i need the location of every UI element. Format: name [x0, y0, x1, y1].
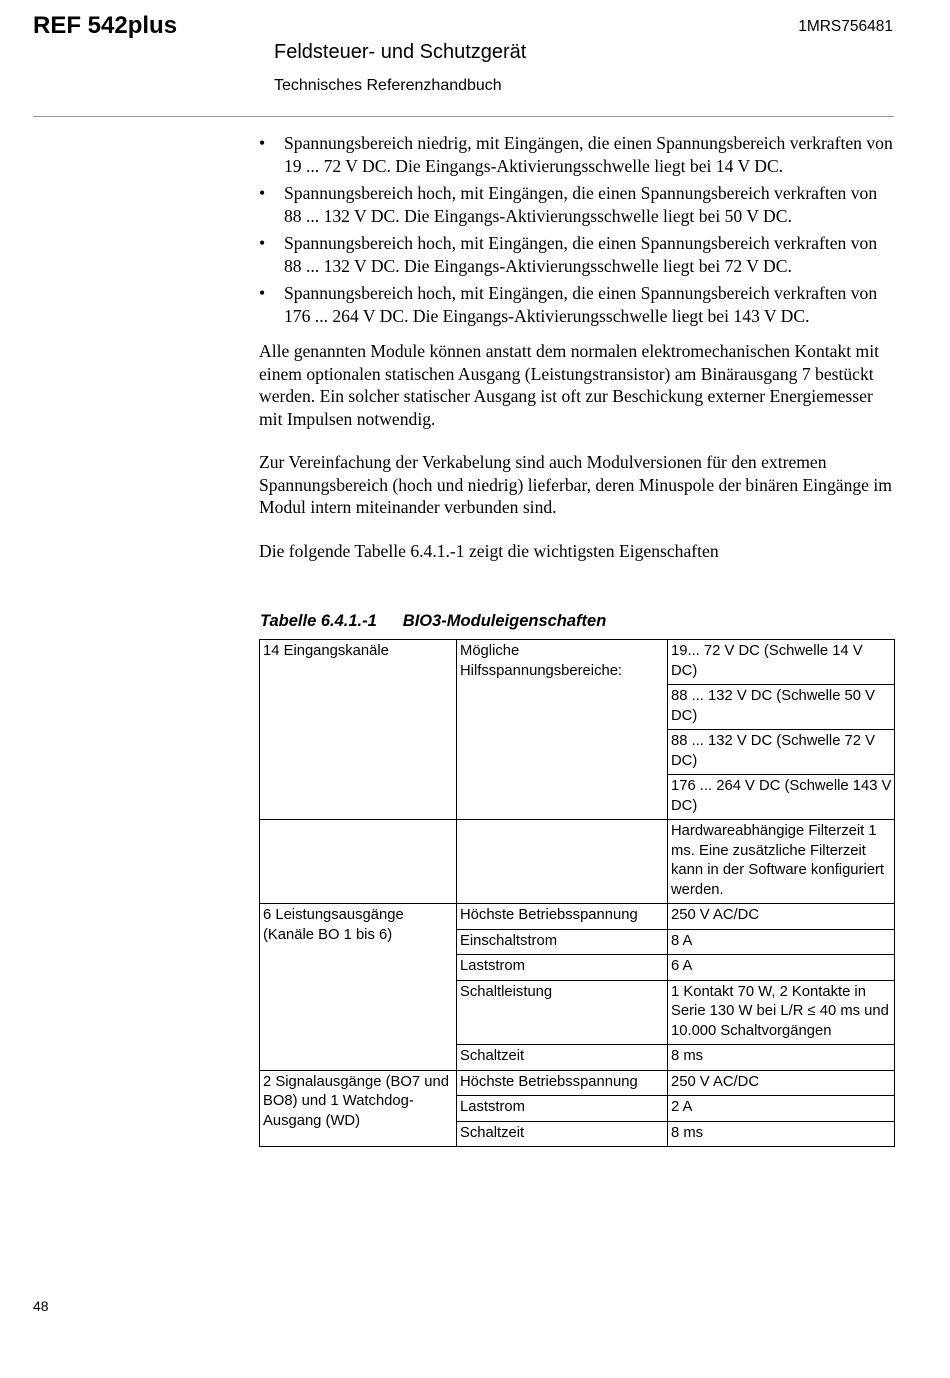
voltage-range-list	[259, 132, 897, 327]
bullet-icon: •	[259, 183, 266, 203]
table-cell: Laststrom	[457, 1096, 668, 1122]
list-item-text: Spannungsbereich hoch, mit Eingängen, die einen Spannungsbereich verkraften von 88 ... 132 V DC. Die Eingangs-Aktivierungsschwelle liegt bei 50 V DC.	[284, 183, 878, 226]
document-id: 1MRS756481	[798, 18, 893, 35]
table-cell-empty	[260, 820, 457, 904]
table-cell: 6 Leistungsausgänge (Kanäle BO 1 bis 6)	[260, 904, 457, 1071]
paragraph-wiring: Zur Vereinfachung der Verkabelung sind auch Modulversionen für den extremen Spannungsbereich (hoch und niedrig) lieferbar, deren Minuspole der binären Eingänge im Modul intern miteinander verbunden sind.	[259, 452, 892, 517]
table-row	[260, 820, 895, 904]
list-item-text: Spannungsbereich hoch, mit Eingängen, die einen Spannungsbereich verkraften von 176 ... 264 V DC. Die Eingangs-Aktivierungsschwelle liegt bei 143 V DC.	[284, 283, 878, 326]
table-row	[260, 904, 895, 930]
table-cell: 1 Kontakt 70 W, 2 Kontakte in Serie 130 W bei L/R ≤ 40 ms und 10.000 Schaltvorgängen	[668, 980, 895, 1045]
table-cell: 176 ... 264 V DC (Schwelle 143 V DC)	[668, 775, 895, 820]
bullet-icon: •	[259, 133, 266, 153]
list-item	[259, 232, 897, 277]
manual-title: Technisches Referenzhandbuch	[274, 77, 502, 94]
table-cell: Hardwareabhängige Filterzeit 1 ms. Eine zusätzliche Filterzeit kann in der Software konfiguriert werden.	[668, 820, 895, 904]
table-cell: 8 A	[668, 929, 895, 955]
table-cell: Höchste Betriebsspannung	[457, 904, 668, 930]
main-content	[259, 132, 897, 562]
table-caption	[260, 612, 606, 631]
table-cell: 8 ms	[668, 1121, 895, 1147]
paragraph-table-intro: Die folgende Tabelle 6.4.1.-1 zeigt die wichtigsten Eigenschaften	[259, 540, 719, 561]
table-cell: Schaltzeit	[457, 1045, 668, 1071]
table-cell: Mögliche Hilfsspannungsbereiche:	[457, 640, 668, 820]
table-cell: 2 A	[668, 1096, 895, 1122]
table-cell: 2 Signalausgänge (BO7 und BO8) und 1 Watchdog-Ausgang (WD)	[260, 1070, 457, 1147]
table-cell: Einschaltstrom	[457, 929, 668, 955]
table-cell: Höchste Betriebsspannung	[457, 1070, 668, 1096]
table-caption-title: BIO3-Moduleigenschaften	[402, 612, 607, 630]
table-cell: 8 ms	[668, 1045, 895, 1071]
header-divider	[33, 116, 894, 117]
bullet-icon: •	[259, 233, 266, 253]
list-item	[259, 282, 897, 327]
table-cell: 88 ... 132 V DC (Schwelle 72 V DC)	[668, 730, 895, 775]
list-item	[259, 182, 897, 227]
product-title: REF 542plus	[33, 12, 178, 39]
list-item	[259, 132, 897, 177]
table-cell: 6 A	[668, 955, 895, 981]
table-cell: 14 Eingangskanäle	[260, 640, 457, 820]
document-subtitle: Feldsteuer- und Schutzgerät	[274, 41, 527, 63]
paragraph-static-output: Alle genannten Module können anstatt dem normalen elektromechanischen Kontakt mit einem optionalen statischen Ausgang (Leistungstransistor) am Binärausgang 7 bestückt werden. Ein solcher statischer Ausgang ist oft zur Beschickung externer Energiemesser mit Impulsen notwendig.	[259, 341, 879, 429]
table-row	[260, 640, 895, 685]
table-caption-number: Tabelle 6.4.1.-1	[260, 612, 377, 630]
table-cell-empty	[457, 820, 668, 904]
table-cell: Schaltzeit	[457, 1121, 668, 1147]
table-cell: Laststrom	[457, 955, 668, 981]
table-cell: 88 ... 132 V DC (Schwelle 50 V DC)	[668, 685, 895, 730]
module-properties-table	[259, 639, 895, 1147]
table-row	[260, 1070, 895, 1096]
table-cell: 250 V AC/DC	[668, 904, 895, 930]
table-cell: 19... 72 V DC (Schwelle 14 V DC)	[668, 640, 895, 685]
bullet-icon: •	[259, 283, 266, 303]
table-cell: Schaltleistung	[457, 980, 668, 1045]
table-cell: 250 V AC/DC	[668, 1070, 895, 1096]
list-item-text: Spannungsbereich niedrig, mit Eingängen, die einen Spannungsbereich verkraften von 19 ... 72 V DC. Die Eingangs-Aktivierungsschwelle liegt bei 14 V DC.	[284, 133, 893, 176]
page-number: 48	[33, 1298, 49, 1314]
list-item-text: Spannungsbereich hoch, mit Eingängen, die einen Spannungsbereich verkraften von 88 ... 132 V DC. Die Eingangs-Aktivierungsschwelle liegt bei 72 V DC.	[284, 233, 878, 276]
